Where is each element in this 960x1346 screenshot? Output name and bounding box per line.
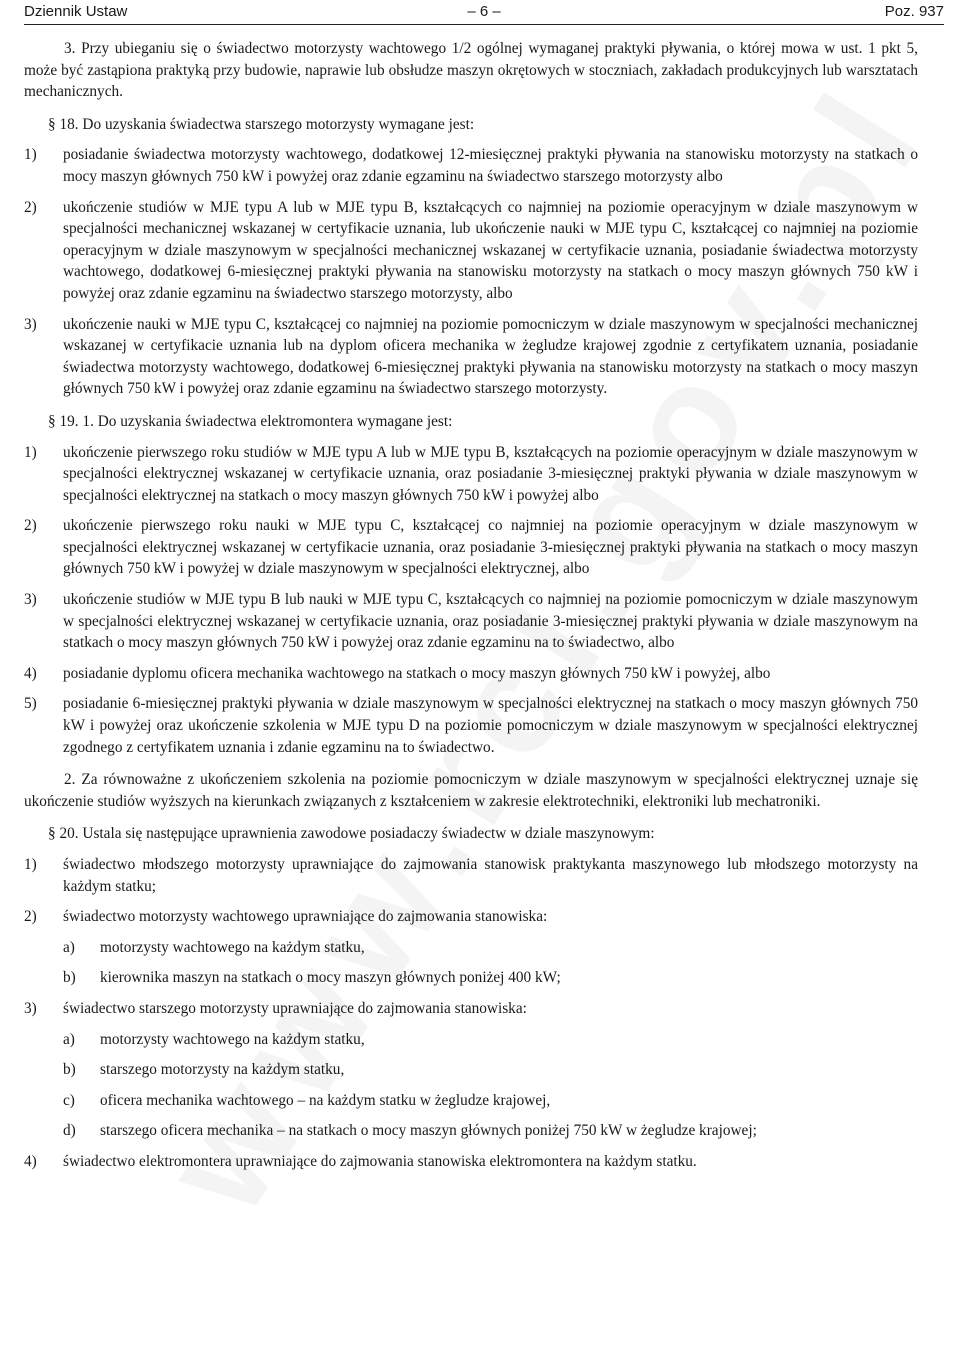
sub-item-letter: c) <box>63 1091 75 1109</box>
sub-item-text: oficera mechanika wachtowego – na każdym statku w żegludze krajowej, <box>100 1091 551 1109</box>
list-item <box>24 314 918 400</box>
list-item <box>24 442 918 507</box>
sub-item-letter: d) <box>63 1122 76 1140</box>
publication-title: Dziennik Ustaw <box>24 3 128 20</box>
list-item <box>24 998 918 1020</box>
sub-item-text: motorzysty wachtowego na każdym statku, <box>100 1030 365 1048</box>
sub-item-letter: a) <box>63 938 75 956</box>
list-item-text: posiadanie świadectwa motorzysty wachtowego, dodatkowej 12-miesięcznej praktyki pływania na stanowisku motorzysty na statkach o mocy maszyn głównych 750 kW i powyżej oraz zdanie egzaminu na świadectwo starszego motorzysty albo <box>63 146 918 185</box>
list-item-text: ukończenie pierwszego roku studiów w MJE typu A lub w MJE typu B, kształcących na poziomie operacyjnym w dziale maszynowym w specjalności elektrycznej wskazanej w certyfikacie uznania, oraz posiadanie 3-miesięcznej praktyki pływania w dziale maszynowym w specjalności elektrycznej na statkach o mocy maszyn głównych 750 kW i powyżej albo <box>63 443 918 504</box>
section-18-heading: § 18. Do uzyskania świadectwa starszego motorzysty wymagane jest: <box>48 115 475 133</box>
page-header <box>24 2 944 25</box>
list-item <box>24 197 918 305</box>
sub-list-item <box>24 1059 918 1081</box>
section-19-heading: § 19. 1. Do uzyskania świadectwa elektromontera wymagane jest: <box>48 412 453 430</box>
list-item-number: 3) <box>24 591 37 609</box>
sub-item-text: motorzysty wachtowego na każdym statku, <box>100 938 365 956</box>
list-item-text: ukończenie pierwszego roku nauki w MJE typu C, kształcącej co najmniej na poziomie operacyjnym w dziale maszynowym w specjalności elektrycznej wskazanej w certyfikacie uznania, oraz posiadanie 3-miesięcznej praktyki pływania na statkach o mocy maszyn głównych 750 kW i powyżej w dziale maszynowym w specjalności elektrycznej, albo <box>63 517 918 578</box>
list-item <box>24 854 918 897</box>
position-number: Poz. 937 <box>884 3 944 20</box>
sub-list-item <box>24 937 918 959</box>
sub-list-item <box>24 1029 918 1051</box>
list-item-number: 2) <box>24 198 37 216</box>
sub-item-letter: b) <box>63 1061 76 1079</box>
list-item-number: 2) <box>24 908 37 926</box>
document-body <box>24 38 918 1173</box>
list-item-number: 3) <box>24 315 37 333</box>
list-item-text: posiadanie dyplomu oficera mechanika wachtowego na statkach o mocy maszyn głównych 750 kW i powyżej, albo <box>63 664 771 682</box>
list-item <box>24 589 918 654</box>
list-item <box>24 693 918 758</box>
list-item-number: 2) <box>24 517 37 535</box>
list-item-text: posiadanie 6-miesięcznej praktyki pływania w dziale maszynowym w specjalności elektrycznej na statkach o mocy maszyn głównych 750 kW i powyżej oraz ukończenie szkolenia w MJE typu D na poziomie pomocniczym w dziale maszynowym w specjalności elektrycznej zgodnego z certyfikatem uznania i zdanie egzaminu na to świadectwo. <box>63 695 918 756</box>
section-19-ust2: 2. Za równoważne z ukończeniem szkolenia na poziomie pomocniczym w dziale maszynowym w specjalności elektrycznej uznaje się ukończenie studiów wyższych na kierunkach związanych z kształceniem w zakresie elektrotechniki, elektroniki lub mechatroniki. <box>24 771 918 810</box>
list-item-number: 4) <box>24 1152 37 1170</box>
list-item-number: 3) <box>24 999 37 1017</box>
sub-item-text: starszego oficera mechanika – na statkach o mocy maszyn głównych poniżej 750 kW w żegludze krajowej; <box>100 1122 757 1140</box>
list-item <box>24 663 918 685</box>
list-item <box>24 515 918 580</box>
list-item <box>24 1151 918 1173</box>
list-item <box>24 144 918 187</box>
sub-item-letter: b) <box>63 969 76 987</box>
list-item-text: świadectwo młodszego motorzysty uprawniające do zajmowania stanowisk praktykanta maszynowego lub młodszego motorzysty na każdym statku; <box>63 856 918 895</box>
list-item-text: ukończenie nauki w MJE typu C, kształcącej co najmniej na poziomie pomocniczym w dziale maszynowym w specjalności mechanicznej wskazanej w certyfikacie uznania lub na dyplom oficera mechanika w żegludze krajowej zgodnie z certyfikatem uznania, posiadanie świadectwa motorzysty wachtowego, dodatkowej 6-miesięcznej praktyki pływania na stanowisku motorzysty na statkach o mocy maszyn głównych 750 kW i powyżej oraz zdanie egzaminu na świadectwo starszego motorzysty. <box>63 315 918 398</box>
sub-item-text: starszego motorzysty na każdym statku, <box>100 1061 345 1079</box>
sub-list-item <box>24 1120 918 1142</box>
list-item-number: 1) <box>24 146 37 164</box>
intro-paragraph: 3. Przy ubieganiu się o świadectwo motorzysty wachtowego 1/2 ogólnej wymaganej praktyki pływania, o której mowa w ust. 1 pkt 5, może być zastąpiona praktyką przy budowie, naprawie lub obsłudze maszyn okrętowych w stoczniach, zakładach produkcyjnych lub warsztatach mechanicznych. <box>24 40 918 101</box>
list-item-number: 5) <box>24 695 37 713</box>
list-item <box>24 906 918 928</box>
list-item-text: świadectwo starszego motorzysty uprawniające do zajmowania stanowiska: <box>63 999 527 1017</box>
list-item-number: 1) <box>24 443 37 461</box>
list-item-text: ukończenie studiów w MJE typu B lub nauki w MJE typu C, kształcących co najmniej na poziomie pomocniczym w dziale maszynowym w specjalności elektrycznej wskazanej w certyfikacie uznania, oraz posiadanie 3-miesięcznej praktyki pływania w dziale maszynowym na statkach o mocy maszyn głównych 750 kW i powyżej oraz zdanie egzaminu na to świadectwo, albo <box>63 591 918 652</box>
sub-item-text: kierownika maszyn na statkach o mocy maszyn głównych poniżej 400 kW; <box>100 969 561 987</box>
page-number: – 6 – <box>467 3 501 20</box>
list-item-text: świadectwo motorzysty wachtowego uprawniające do zajmowania stanowiska: <box>63 908 548 926</box>
list-item-text: ukończenie studiów w MJE typu A lub w MJE typu B, kształcących co najmniej na poziomie operacyjnym w dziale maszynowym w specjalności mechanicznej wskazanej w certyfikacie uznania, lub ukończenie nauki w MJE typu C, kształcącej co najmniej na poziomie operacyjnym w dziale maszynowym w specjalności mechanicznej wskazanej w certyfikacie uznania, posiadanie świadectwa motorzysty wachtowego, dodatkowej 6-miesięcznej praktyki pływania na stanowisku motorzysty na statkach o mocy maszyn głównych 750 kW i powyżej oraz zdanie egzaminu na świadectwo starszego motorzysty, albo <box>63 198 918 302</box>
sub-list-item <box>24 1090 918 1112</box>
sub-item-letter: a) <box>63 1030 75 1048</box>
section-20-heading: § 20. Ustala się następujące uprawnienia zawodowe posiadaczy świadectw w dziale maszynowym: <box>48 825 655 843</box>
sub-list-item <box>24 967 918 989</box>
list-item-number: 4) <box>24 664 37 682</box>
list-item-text: świadectwo elektromontera uprawniające do zajmowania stanowiska elektromontera na każdym statku. <box>63 1152 697 1170</box>
list-item-number: 1) <box>24 856 37 873</box>
